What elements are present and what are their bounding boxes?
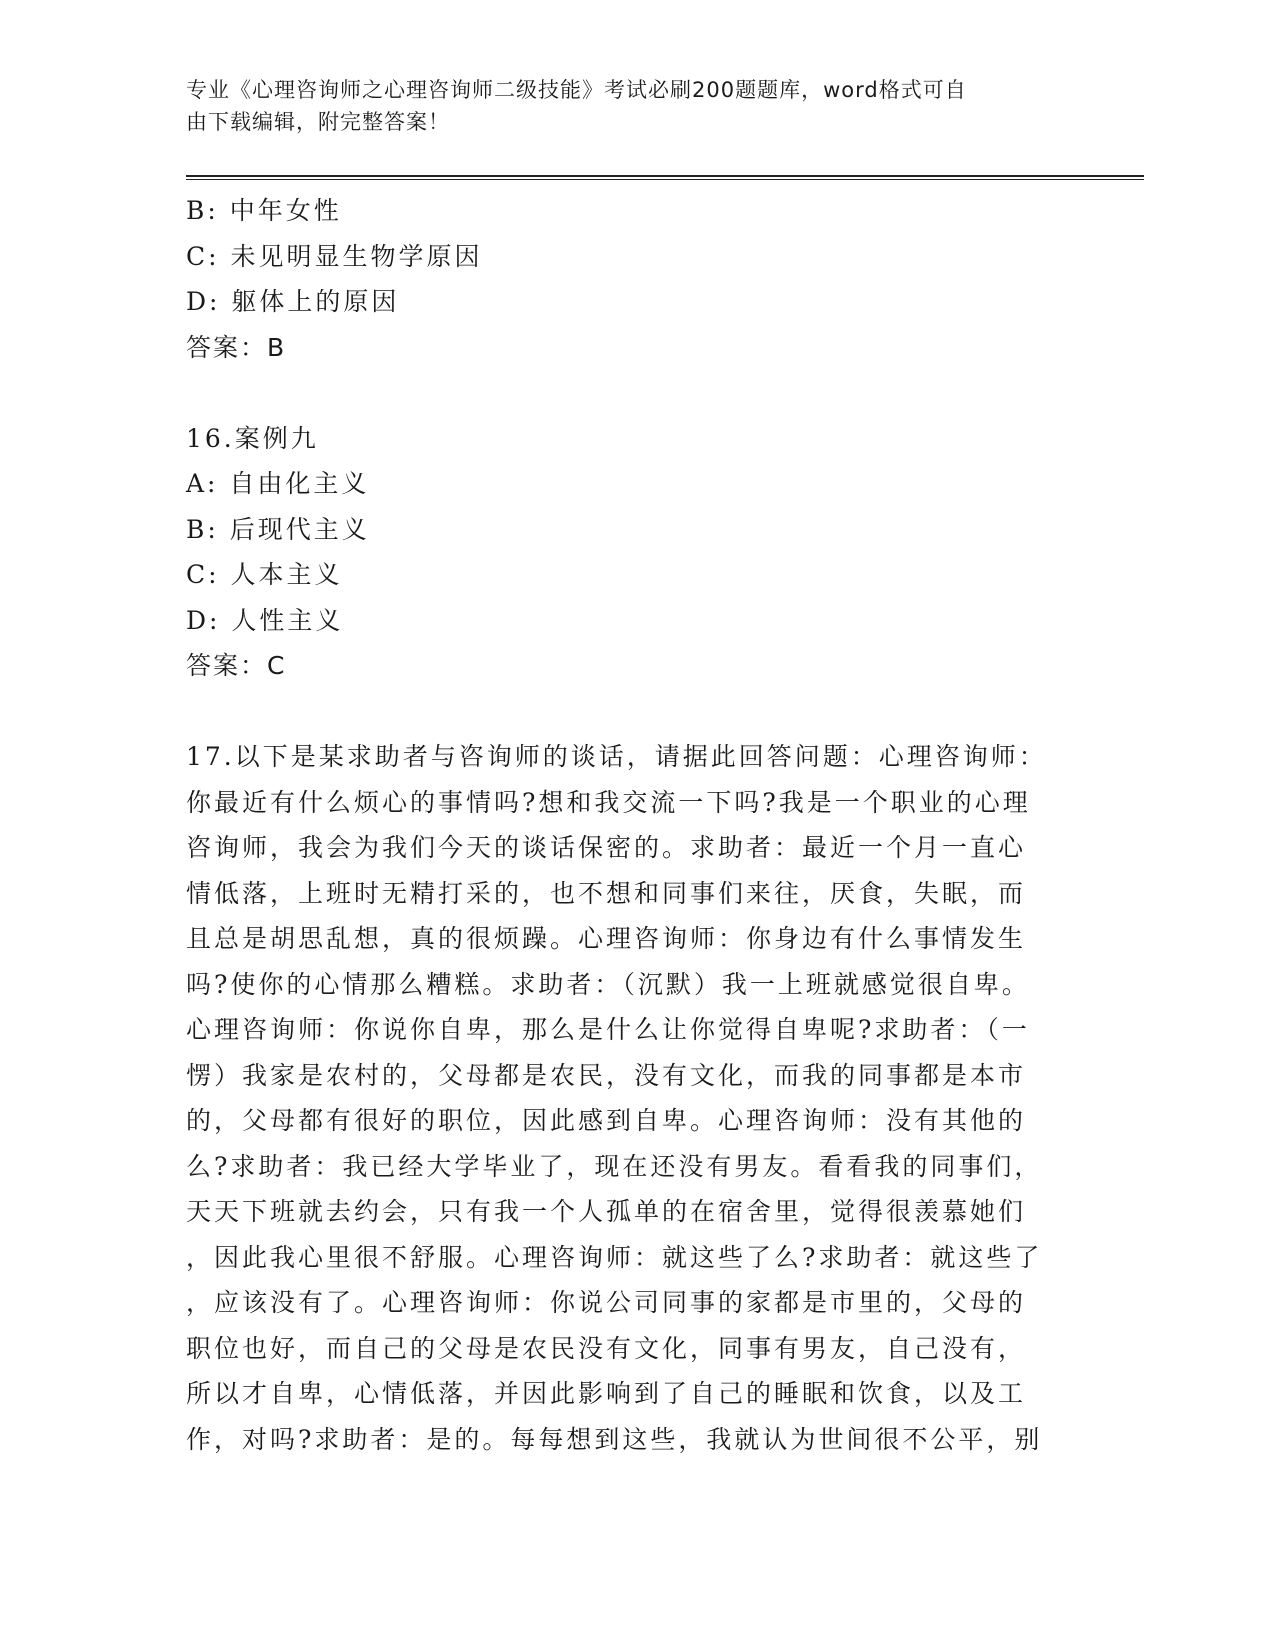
q17-line: 17.以下是某求助者与咨询师的谈话，请据此回答问题：心理咨询师： (186, 742, 1047, 771)
question-15-block (186, 188, 1066, 370)
q16-option-b: B: 后现代主义 (186, 514, 370, 544)
q17-line: 且总是胡思乱想，真的很烦躁。心理咨询师：你身边有什么事情发生 (186, 924, 1027, 953)
q15-option-c: C: 未见明显生物学原因 (186, 241, 483, 271)
q17-line: 吗?使你的心情那么糟糕。求助者：（沉默）我一上班就感觉很自卑。 (186, 969, 1030, 999)
question-16-block (186, 416, 1066, 689)
header-divider (186, 175, 1144, 180)
q16-answer: 答案：C (186, 651, 287, 680)
header-line-1: 专业《心理咨询师之心理咨询师二级技能》考试必刷200题题库，word格式可自 (186, 78, 967, 102)
q15-answer: 答案：B (186, 332, 287, 362)
q15-option-d: D: 躯体上的原因 (186, 287, 400, 316)
q17-line: 你最近有什么烦心的事情吗?想和我交流一下吗?我是一个职业的心理 (186, 787, 1031, 817)
q17-line: 的，父母都有很好的职位，因此感到自卑。心理咨询师：没有其他的 (186, 1106, 1027, 1135)
q17-line: 情低落，上班时无精打采的，也不想和同事们来往，厌食，失眠，而 (186, 878, 1027, 908)
q17-line: 所以才自卑，心情低落，并因此影响到了自己的睡眠和饮食，以及工 (186, 1379, 1027, 1408)
q17-line: 愣）我家是农村的，父母都是农民，没有文化，而我的同事都是本市 (186, 1060, 1027, 1090)
q16-option-d: D: 人性主义 (186, 605, 344, 635)
q17-line: 作，对吗?求助者：是的。每每想到这些，我就认为世间很不公平，别 (186, 1424, 1043, 1454)
q17-line: ，因此我心里很不舒服。心理咨询师：就这些了么?求助者：就这些了 (186, 1242, 1043, 1272)
q17-line: 么?求助者：我已经大学毕业了，现在还没有男友。看看我的同事们， (186, 1151, 1043, 1181)
q16-title: 16.案例九 (186, 423, 319, 453)
q17-line: 天天下班就去约会，只有我一个人孤单的在宿舍里，觉得很羡慕她们 (186, 1197, 1027, 1226)
document-header (186, 74, 1066, 138)
q17-line: ，应该没有了。心理咨询师：你说公司同事的家都是市里的，父母的 (186, 1288, 1027, 1317)
spacer (186, 370, 1066, 416)
question-17-block (186, 734, 1066, 1462)
document-body (186, 188, 1066, 1462)
q15-option-b: B: 中年女性 (186, 196, 342, 225)
q17-line: 咨询师，我会为我们今天的谈话保密的。求助者：最近一个月一直心 (186, 833, 1027, 862)
q16-option-c: C: 人本主义 (186, 560, 343, 589)
spacer (186, 689, 1066, 735)
q16-option-a: A: 自由化主义 (186, 469, 370, 498)
q17-line: 职位也好，而自己的父母是农民没有文化，同事有男友，自己没有， (186, 1333, 1027, 1363)
header-line-2: 由下载编辑，附完整答案！ (186, 110, 450, 134)
q17-line: 心理咨询师：你说你自卑，那么是什么让你觉得自卑呢?求助者：（一 (186, 1015, 1030, 1044)
